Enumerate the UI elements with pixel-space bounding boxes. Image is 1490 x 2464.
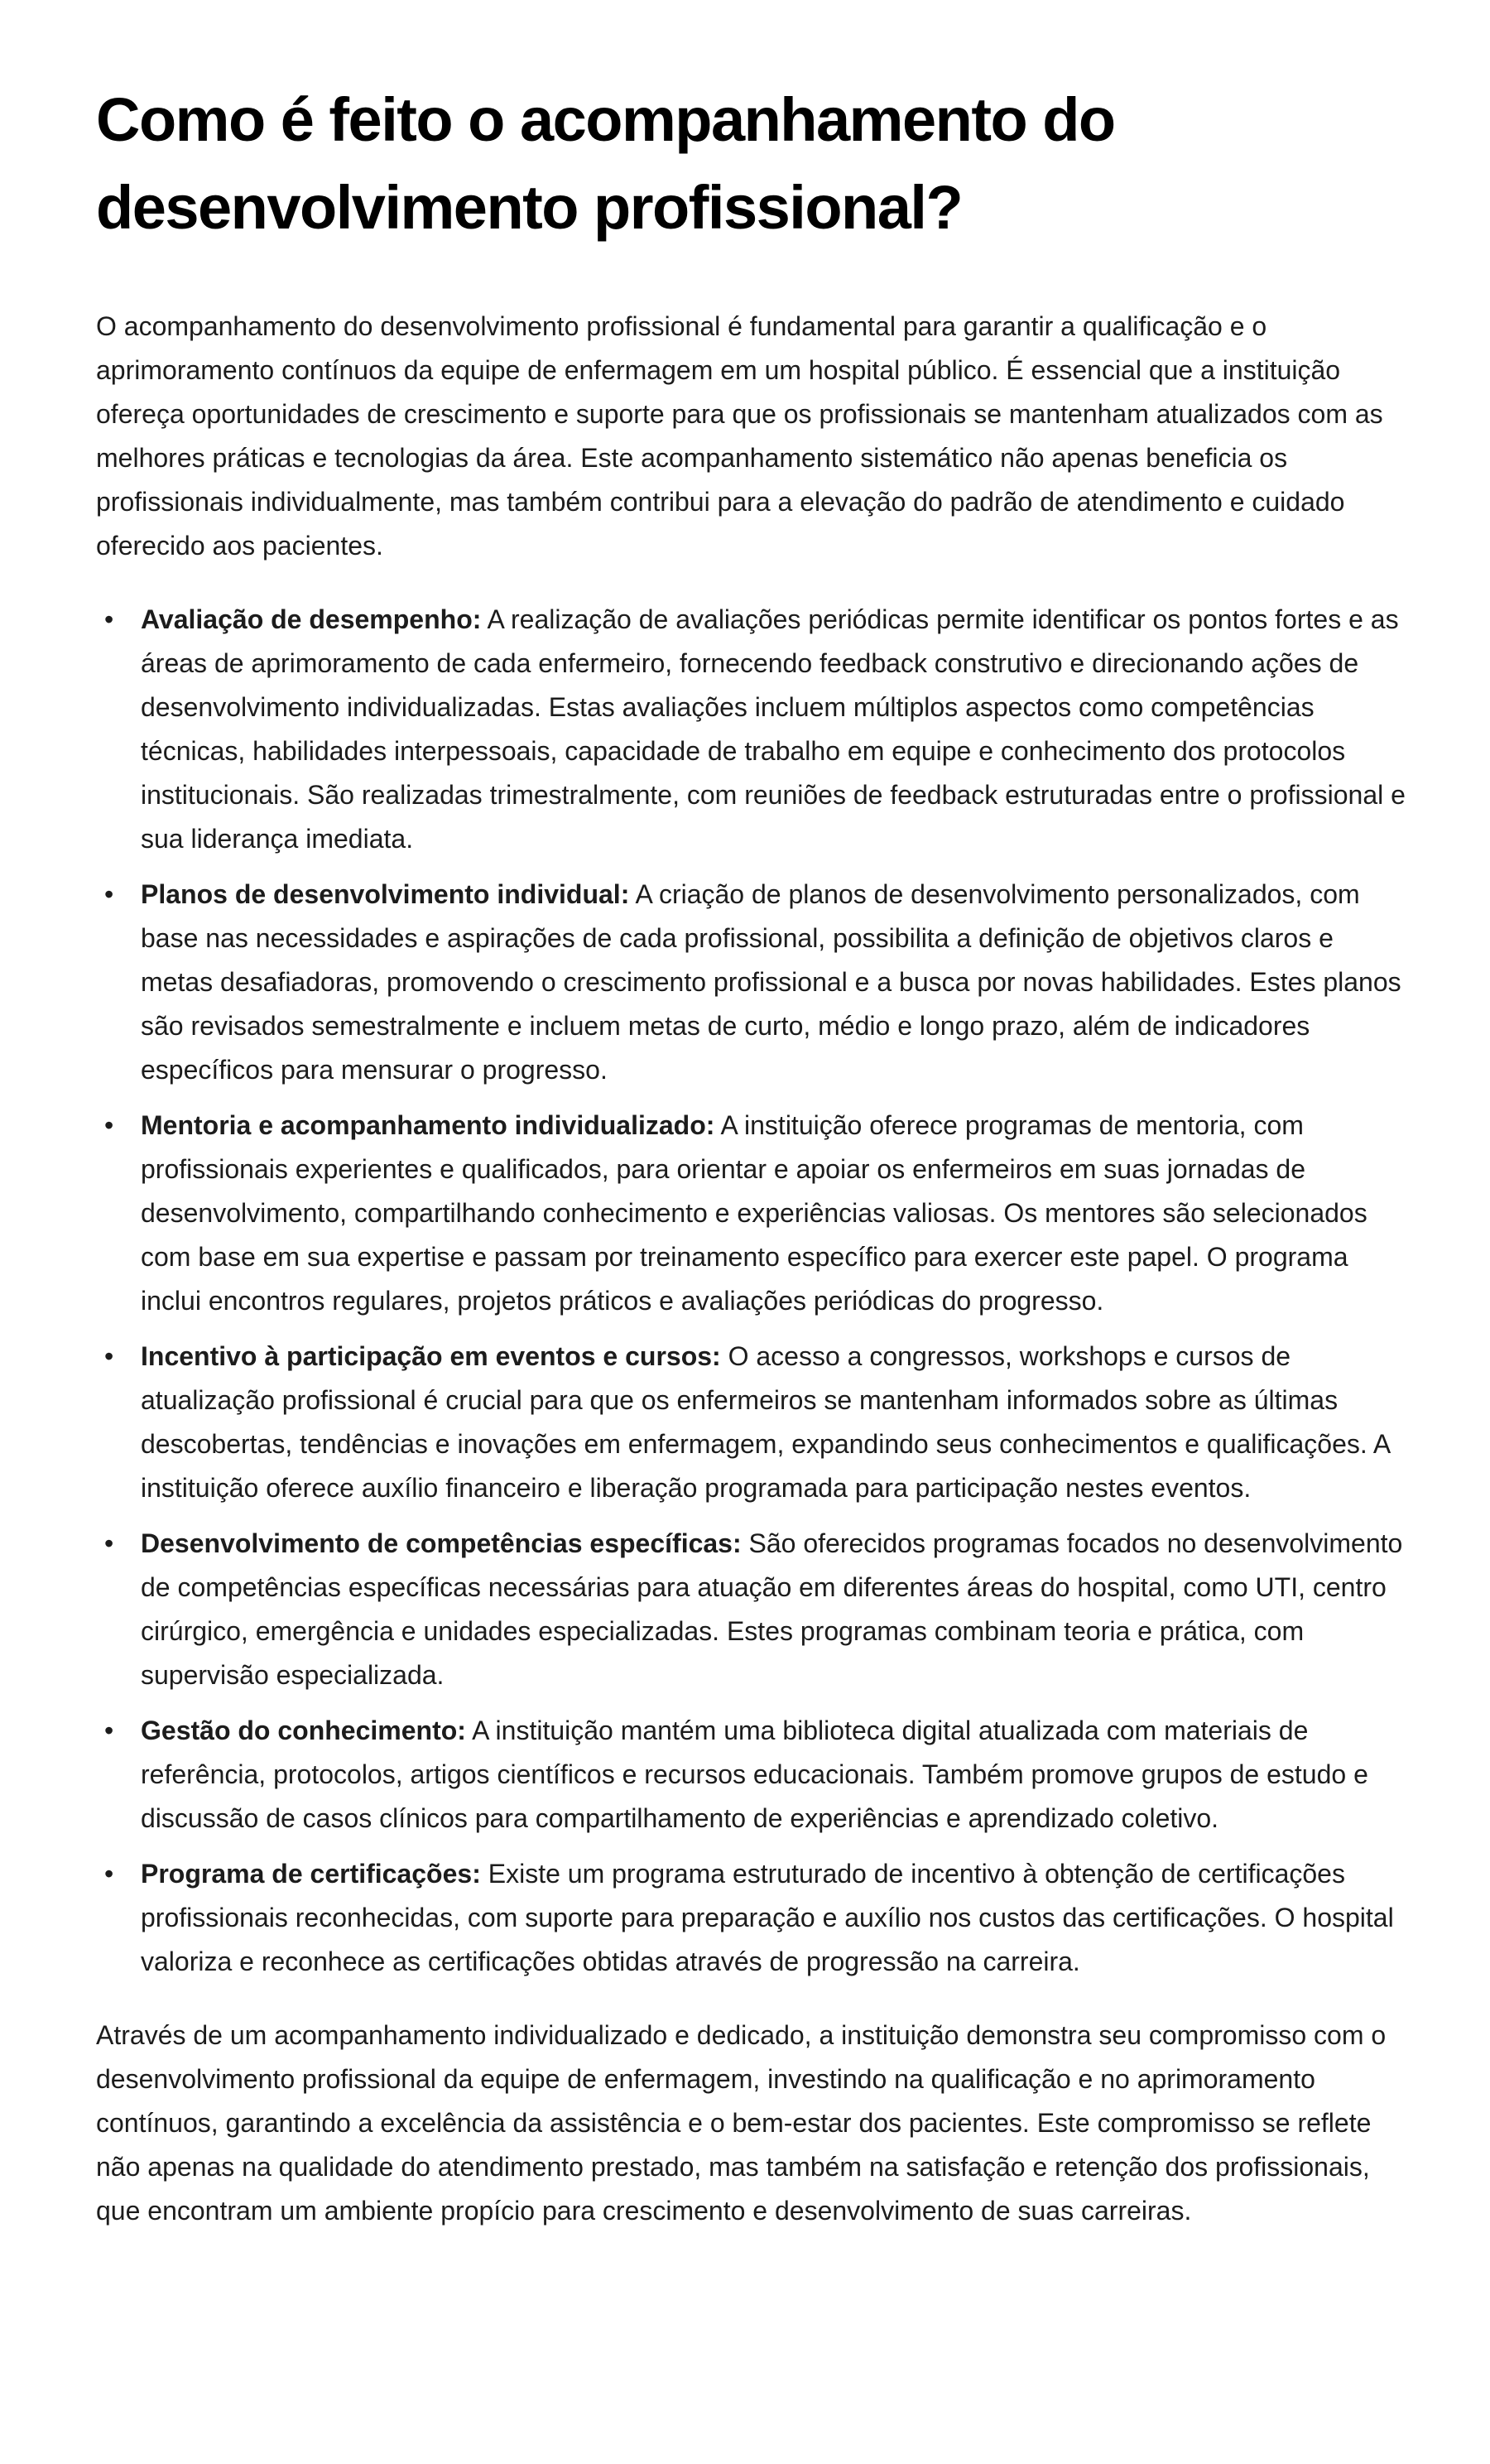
list-item [104,1104,1412,1323]
list-item-label: Gestão do conhecimento: [141,1716,466,1745]
list-item [104,598,1412,861]
list-item [104,1335,1412,1510]
list-item-label: Incentivo à participação em eventos e cursos: [141,1341,721,1371]
list-item-text: São oferecidos programas focados no desenvolvimento de competências específicas necessárias para atuação em diferentes áreas do hospital, como UTI, centro cirúrgico, emergência e unidades especializadas. Estes programas combinam teoria e prática, com supervisão especializada. [141,1528,1403,1690]
list-item [104,1522,1412,1697]
list-item-text: Existe um programa estruturado de incentivo à obtenção de certificações profissionais reconhecidas, com suporte para preparação e auxílio nos custos das certificações. O hospital valoriza e reconhece as certificações obtidas através de progressão na carreira. [141,1859,1394,1976]
list-item [104,1852,1412,1984]
topics-list [96,598,1412,1984]
closing-paragraph: Através de um acompanhamento individualizado e dedicado, a instituição demonstra seu compromisso com o desenvolvimento profissional da equipe de enfermagem, investindo na qualificação e no aprimoramento contínuos, garantindo a excelência da assistência e o bem-estar dos pacientes. Este compromisso se reflete não apenas na qualidade do atendimento prestado, mas também na satisfação e retenção dos profissionais, que encontram um ambiente propício para crescimento e desenvolvimento de suas carreiras. [96,2020,1387,2226]
list-item-text: A instituição mantém uma biblioteca digital atualizada com materiais de referência, protocolos, artigos científicos e recursos educacionais. Também promove grupos de estudo e discussão de casos clínicos para compartilhamento de experiências e aprendizado coletivo. [141,1716,1368,1833]
list-item-text: A realização de avaliações periódicas permite identificar os pontos fortes e as áreas de aprimoramento de cada enfermeiro, fornecendo feedback construtivo e direcionando ações de desenvolvimento individualizadas. Estas avaliações incluem múltiplos aspectos como competências técnicas, habilidades interpessoais, capacidade de trabalho em equipe e conhecimento dos protocolos institucionais. São realizadas trimestralmente, com reuniões de feedback estruturadas entre o profissional e sua liderança imediata. [141,604,1406,854]
list-item [104,873,1412,1092]
bullet-icon: • [104,604,114,634]
bullet-icon: • [104,1110,114,1140]
bullet-icon: • [104,1528,114,1558]
list-item [104,1709,1412,1841]
bullet-icon: • [104,1859,114,1889]
bullet-icon: • [104,1716,114,1745]
intro-paragraph: O acompanhamento do desenvolvimento profissional é fundamental para garantir a qualificação e o aprimoramento contínuos da equipe de enfermagem em um hospital público. É essencial que a instituição ofereça oportunidades de crescimento e suporte para que os profissionais se mantenham atualizados com as melhores práticas e tecnologias da área. Este acompanhamento sistemático não apenas beneficia os profissionais individualmente, mas também contribui para a elevação do padrão de atendimento e cuidado oferecido aos pacientes. [96,311,1383,561]
list-item-label: Planos de desenvolvimento individual: [141,879,630,909]
list-item-text: A criação de planos de desenvolvimento personalizados, com base nas necessidades e aspirações de cada profissional, possibilita a definição de objetivos claros e metas desafiadoras, promovendo o crescimento profissional e a busca por novas habilidades. Estes planos são revisados semestralmente e incluem metas de curto, médio e longo prazo, além de indicadores específicos para mensurar o progresso. [141,879,1401,1085]
list-item-label: Avaliação de desempenho: [141,604,482,634]
list-item-label: Desenvolvimento de competências específicas: [141,1528,742,1558]
article [96,76,1412,2233]
bullet-icon: • [104,1341,114,1371]
bullet-icon: • [104,879,114,909]
list-item-text: A instituição oferece programas de mentoria, com profissionais experientes e qualificados, para orientar e apoiar os enfermeiros em suas jornadas de desenvolvimento, compartilhando conhecimento e experiências valiosas. Os mentores são selecionados com base em sua expertise e passam por treinamento específico para exercer este papel. O programa inclui encontros regulares, projetos práticos e avaliações periódicas do progresso. [141,1110,1367,1316]
list-item-text: O acesso a congressos, workshops e cursos de atualização profissional é crucial para que os enfermeiros se mantenham informados sobre as últimas descobertas, tendências e inovações em enfermagem, expandindo seus conhecimentos e qualificações. A instituição oferece auxílio financeiro e liberação programada para participação nestes eventos. [141,1341,1390,1503]
list-item-label: Mentoria e acompanhamento individualizado: [141,1110,715,1140]
page-title: Como é feito o acompanhamento do desenvolvimento profissional? [96,85,1115,242]
list-item-label: Programa de certificações: [141,1859,481,1889]
